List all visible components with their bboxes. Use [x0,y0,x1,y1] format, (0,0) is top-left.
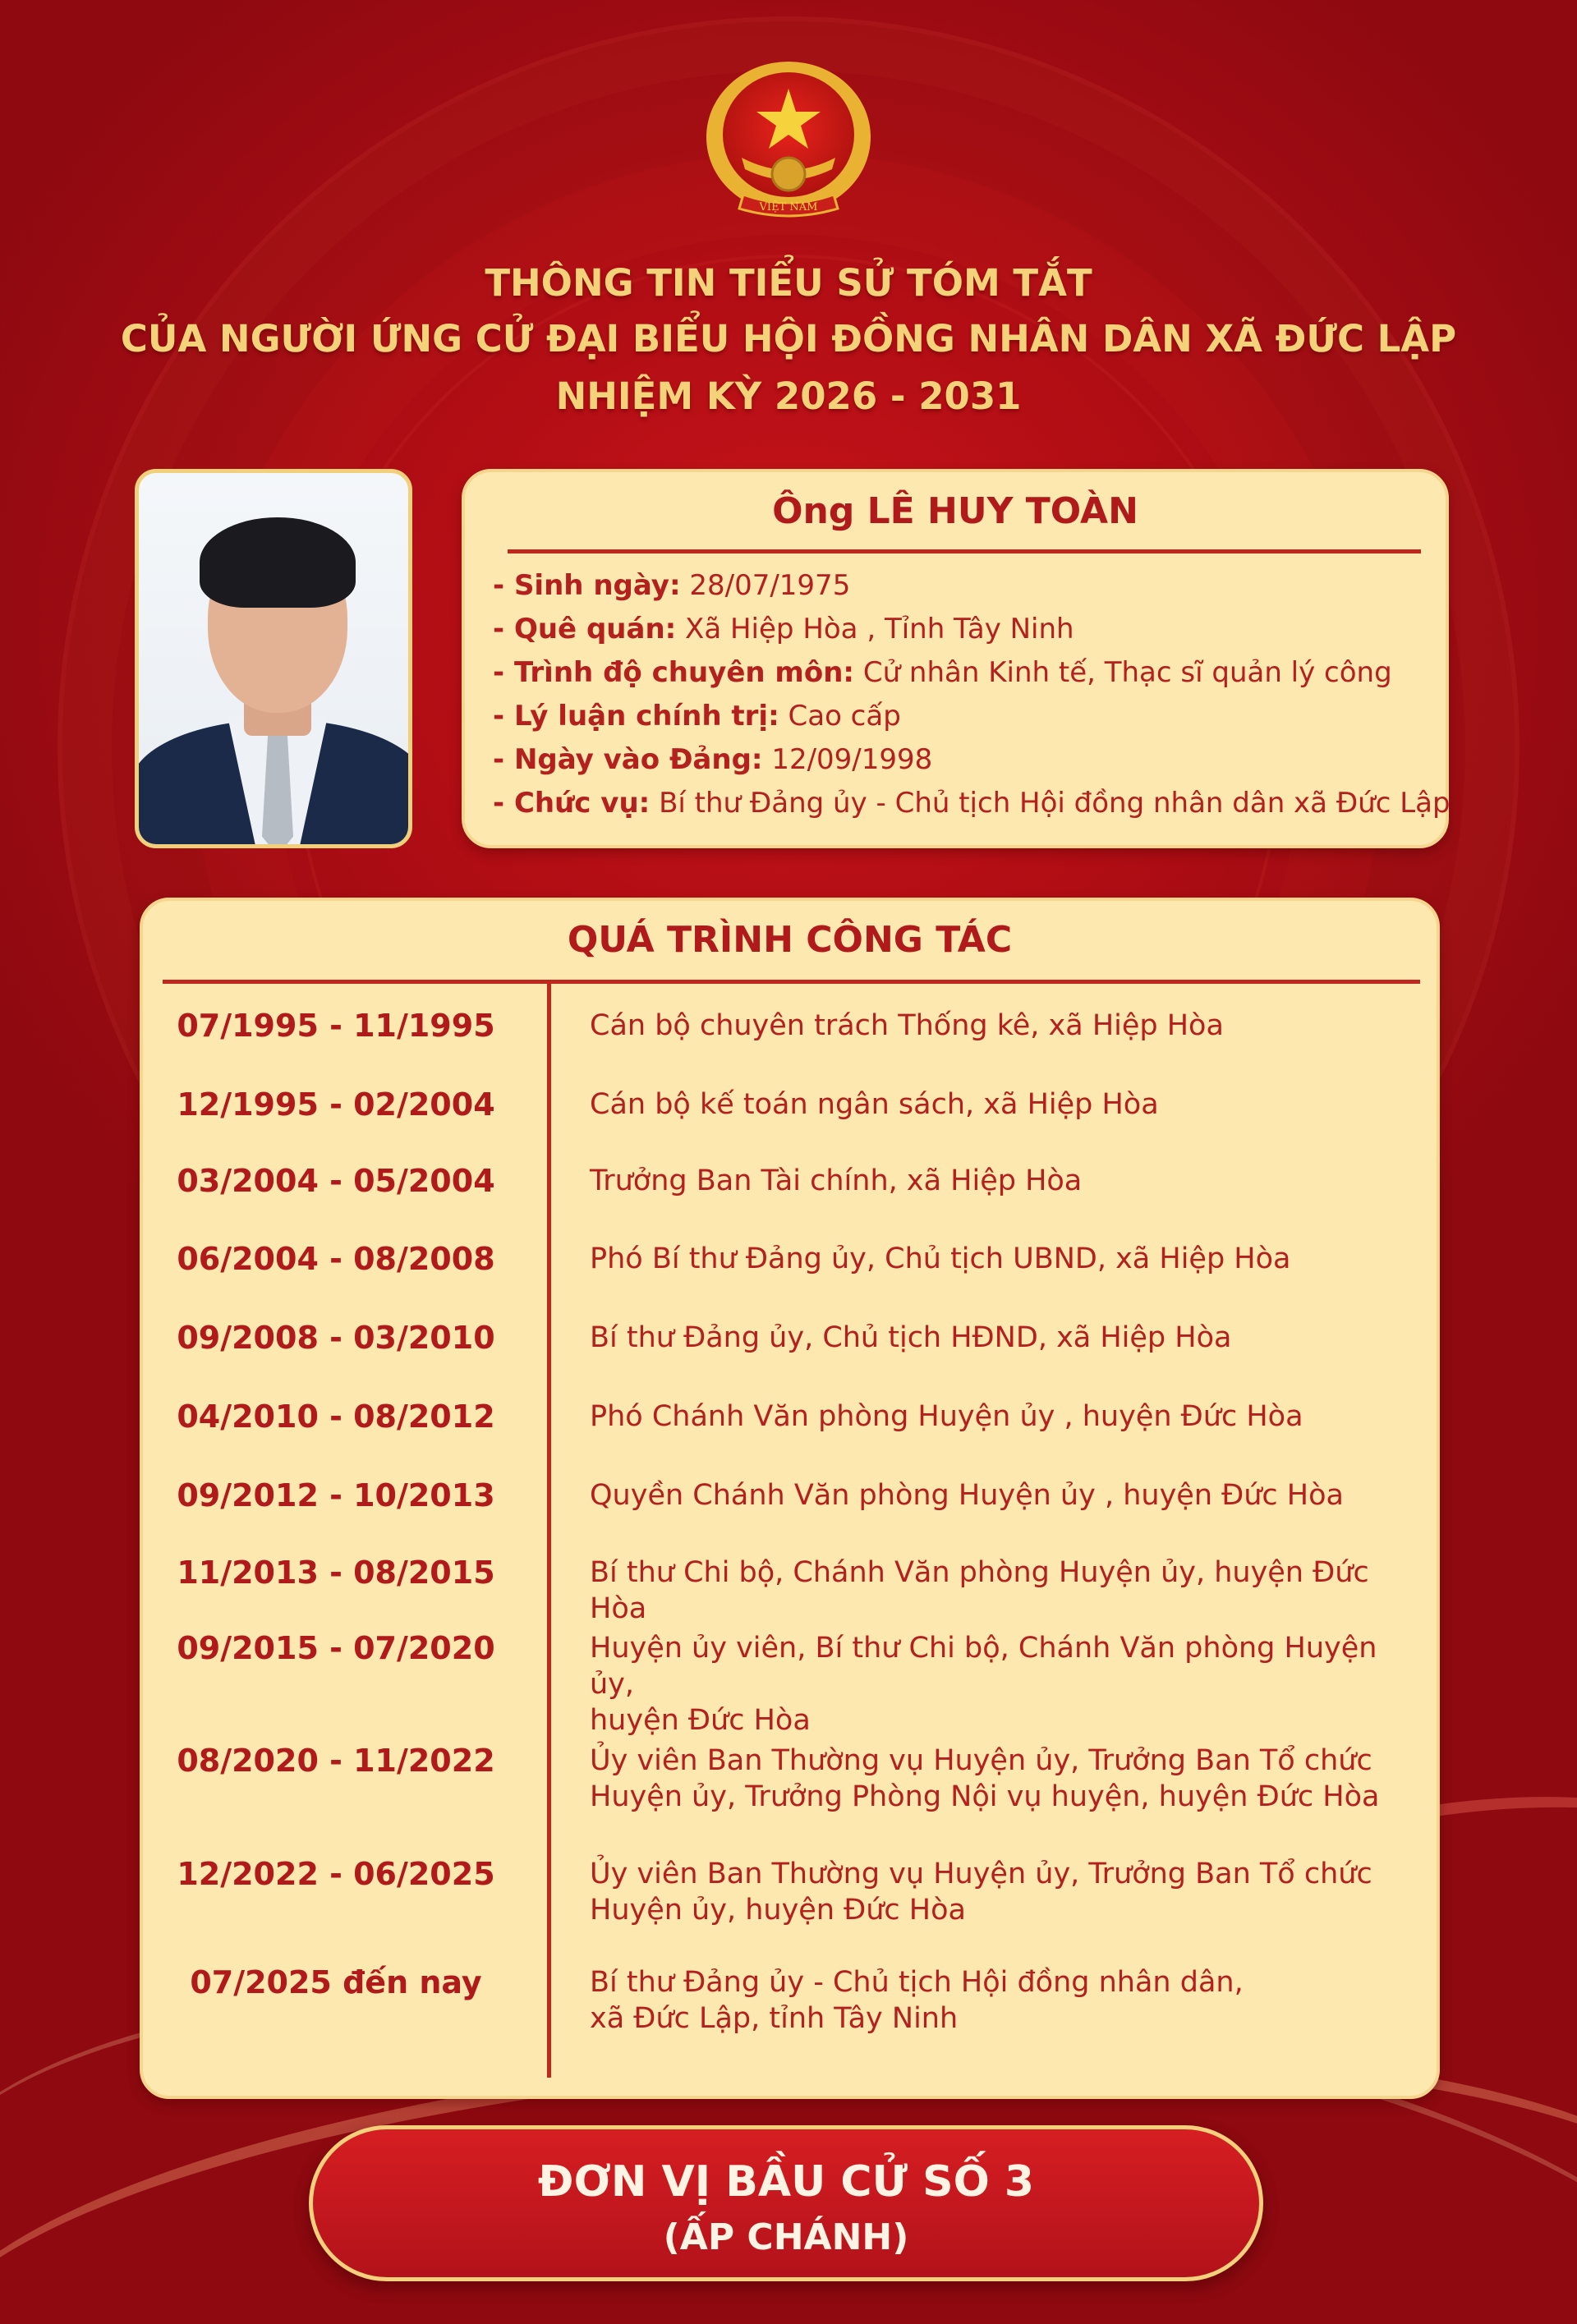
heading-line-1: THÔNG TIN TIỂU SỬ TÓM TẮT [485,261,1092,305]
electoral-unit-badge [309,2125,1263,2281]
profile-field: - Lý luận chính trị: Cao cấp [493,700,901,733]
history-period: 12/1995 - 02/2004 [177,1086,495,1123]
profile-card [462,469,1449,848]
emblem-text: VIỆT NAM [759,201,818,214]
history-description: Trưởng Ban Tài chính, xã Hiệp Hòa [590,1164,1083,1197]
profile-field: - Chức vụ: Bí thư Đảng ủy - Chủ tịch Hội đồng nhân dân xã Đức Lập [493,787,1451,820]
divider [508,549,1421,553]
profile-field: - Trình độ chuyên môn: Cử nhân Kinh tế, Thạc sĩ quản lý công [493,656,1392,689]
history-period: 04/2010 - 08/2012 [177,1399,495,1435]
history-period: 08/2020 - 11/2022 [177,1743,495,1779]
profile-field: - Ngày vào Đảng: 12/09/1998 [493,743,933,776]
history-description: Ủy viên Ban Thường vụ Huyện ủy, Trưởng Ban Tổ chức Huyện ủy, Trưởng Phòng Nội vụ huyện, huyện Đức Hòa [590,1744,1380,1813]
history-description: Phó Chánh Văn phòng Huyện ủy , huyện Đức Hòa [590,1400,1303,1433]
history-period: 09/2012 - 10/2013 [177,1477,495,1513]
history-period: 09/2008 - 03/2010 [177,1320,495,1356]
history-description: Ủy viên Ban Thường vụ Huyện ủy, Trưởng Ban Tổ chức Huyện ủy, huyện Đức Hòa [590,1858,1372,1927]
national-emblem-icon [694,59,883,223]
history-description: Bí thư Đảng ủy - Chủ tịch Hội đồng nhân dân, xã Đức Lập, tỉnh Tây Ninh [590,1966,1244,2035]
history-description: Bí thư Chi bộ, Chánh Văn phòng Huyện ủy, huyện Đức Hòa [590,1556,1369,1625]
history-period: 06/2004 - 08/2008 [177,1241,495,1277]
history-description: Quyền Chánh Văn phòng Huyện ủy , huyện Đức Hòa [590,1479,1344,1512]
history-period: 12/2022 - 06/2025 [177,1856,495,1892]
history-period: 07/2025 đến nay [190,1964,482,2000]
history-period: 11/2013 - 08/2015 [177,1555,495,1591]
history-period: 09/2015 - 07/2020 [177,1630,495,1666]
history-description: Cán bộ kế toán ngân sách, xã Hiệp Hòa [590,1088,1159,1121]
divider [163,980,1420,984]
heading-line-2: CỦA NGƯỜI ỨNG CỬ ĐẠI BIỂU HỘI ĐỒNG NHÂN DÂN XÃ ĐỨC LẬP [120,317,1457,361]
candidate-photo [135,469,412,848]
history-description: Cán bộ chuyên trách Thống kê, xã Hiệp Hòa [590,1009,1224,1042]
electoral-unit-area: (ẤP CHÁNH) [663,2216,909,2258]
candidate-name: Ông LÊ HUY TOÀN [772,490,1138,532]
profile-field: - Sinh ngày: 28/07/1975 [493,569,851,602]
history-period: 07/1995 - 11/1995 [177,1008,495,1044]
history-description: Phó Bí thư Đảng ủy, Chủ tịch UBND, xã Hiệp Hòa [590,1242,1291,1275]
work-history-title: QUÁ TRÌNH CÔNG TÁC [567,919,1013,961]
history-period: 03/2004 - 05/2004 [177,1163,495,1199]
electoral-unit-label: ĐƠN VỊ BẦU CỬ SỐ 3 [537,2157,1035,2207]
column-divider [547,984,551,2078]
profile-field: - Quê quán: Xã Hiệp Hòa , Tỉnh Tây Ninh [493,613,1074,645]
history-description: Bí thư Đảng ủy, Chủ tịch HĐND, xã Hiệp Hòa [590,1321,1232,1354]
history-description: Huyện ủy viên, Bí thư Chi bộ, Chánh Văn phòng Huyện ủy, huyện Đức Hòa [590,1632,1377,1737]
work-history-card [140,898,1440,2099]
heading-line-3: NHIỆM KỲ 2026 - 2031 [555,374,1022,418]
